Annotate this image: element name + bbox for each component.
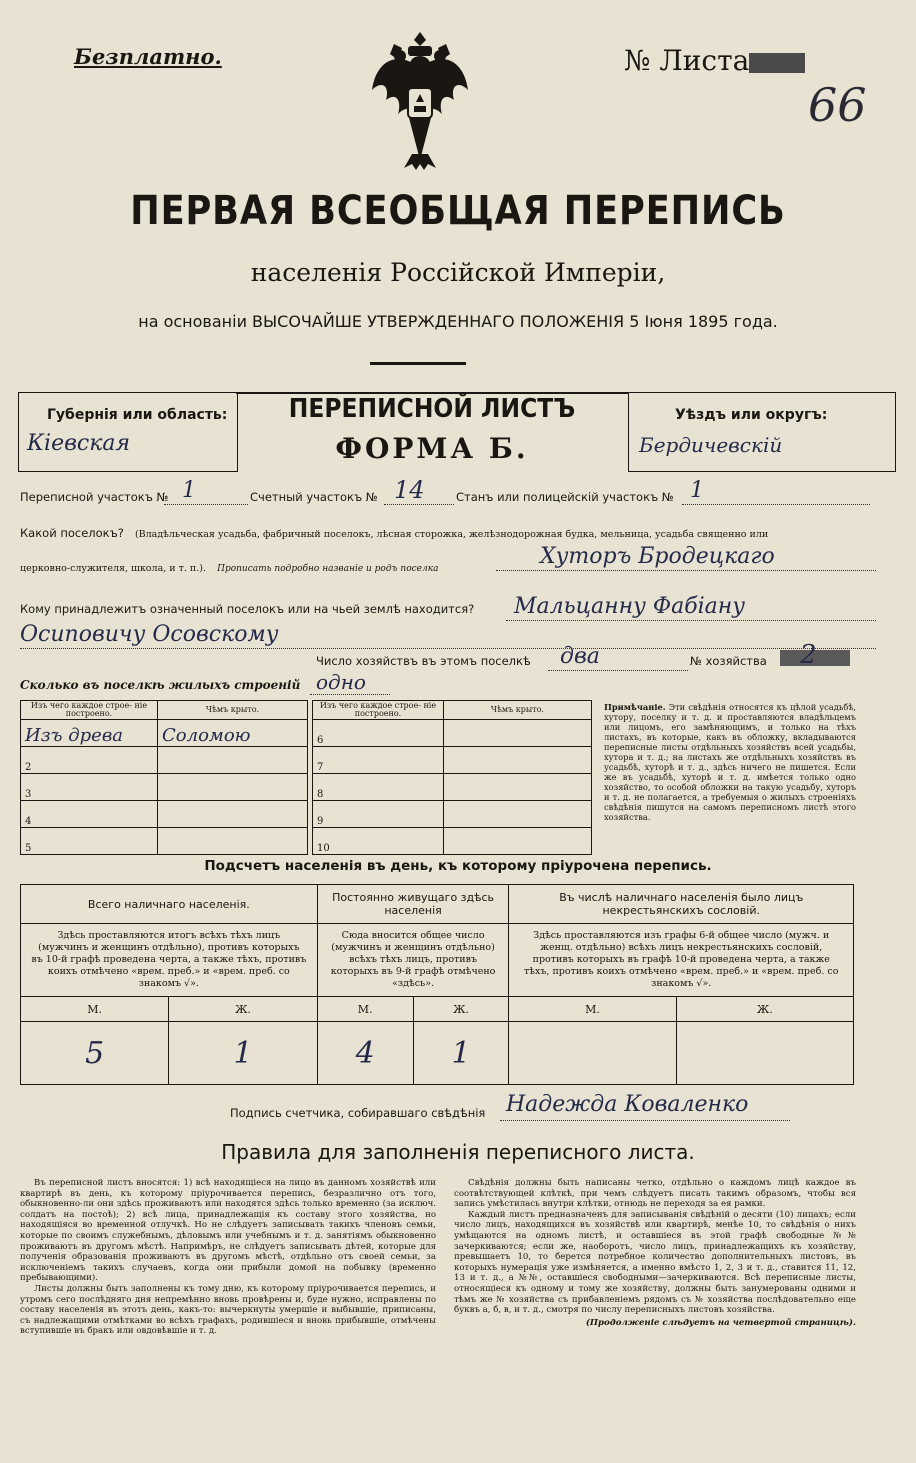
sheet-number-label: № Листа (624, 44, 805, 77)
district-value: Бердичевскій (639, 433, 783, 457)
counting-section-line (384, 504, 454, 505)
rules-left-column (20, 1178, 436, 1337)
construction-material-header: Изъ чего каждое строе- ніе построено. (21, 701, 158, 720)
signature-value: Надежда Коваленко (506, 1092, 749, 1117)
settlement-line (496, 570, 876, 571)
construction-roof-value: Соломою (162, 725, 251, 746)
population-title: Подсчетъ населенія въ день, къ которому пріурочена перепись. (204, 858, 712, 874)
households-line (548, 670, 688, 671)
census-title: ПЕРВАЯ ВСЕОБЩАЯ ПЕРЕПИСЬ (130, 188, 786, 234)
stan-line (682, 504, 870, 505)
total-female-value: 1 (169, 1022, 317, 1085)
stan-value: 1 (690, 478, 704, 503)
table-row: 9 (313, 801, 592, 828)
rules-right-paragraph-1: Свѣдѣнія должны быть написаны четко, отдѣльно о каждомъ лицѣ каждое въ соотвѣтствующей клѣткѣ, при чемъ слѣдуетъ писать такимъ образомъ, чтобы вся запись умѣстилась внутри клѣтки, отнюдь не переходя за ея рамки. (454, 1178, 856, 1210)
settlement-value: Хуторъ Бродецкаго (540, 544, 775, 569)
rules-left-paragraph-2: Листы должны быть заполнены къ тому дню, къ которому пріурочивается перепись, и утромъ сего послѣдняго дня непремѣнно вновь провѣрены и, буде нужно, исправлены по составу населенія въ этотъ день, какъ-то: вычеркнуты умершіе и выбывшіе, приписаны, съ надлежащими отмѣтками во всѣхъ графахъ, родившіеся и вновь прибывшіе, отмѣчены вступившіе въ бракъ или овдовѣвшіе и т. д. (20, 1283, 436, 1337)
construction-material-header-2: Изъ чего каждое строе- ніе построено. (313, 701, 444, 720)
owner-label: Кому принадлежитъ означенный поселокъ или на чьей землѣ находится? (20, 602, 475, 616)
table-row: 2 (21, 747, 308, 774)
counting-section-label: Счетный участокъ № (250, 490, 378, 504)
owner-value-2: Осиповичу Осовскому (20, 622, 279, 647)
household-number-label: № хозяйства (690, 654, 767, 668)
population-total-desc: Здѣсь проставляются итогъ всѣхъ тѣхъ лицъ (мужчинъ и женщинъ отдѣльно), противъ которыхъ въ 10-й графѣ проведена черта, а также тѣхъ, противъ коихъ отмѣчено «врем. преб.» и «врем. преб. со знакомъ √». (21, 924, 318, 997)
district-box (628, 392, 896, 472)
nonpeasant-male-value (509, 1022, 676, 1085)
population-table (20, 884, 854, 1085)
population-nonpeasant-header: Въ числѣ наличнаго населенія было лицъ некрестьянскихъ сословій. (509, 885, 854, 924)
table-row: 7 (313, 747, 592, 774)
province-box (18, 392, 238, 472)
province-label: Губернія или область: (47, 407, 228, 423)
rules-right-column (454, 1178, 856, 1328)
owner-line-2 (20, 648, 876, 649)
district-label: Уѣздъ или округъ: (675, 407, 828, 423)
rules-continuation: (Продолженіе слѣдуетъ на четвертой страницѣ). (585, 1317, 856, 1328)
permanent-male-header: М. (317, 997, 413, 1022)
nonpeasant-female-value (676, 1022, 853, 1085)
counting-section-value: 14 (394, 476, 425, 504)
rules-title: Правила для заполненія переписного листа. (221, 1140, 695, 1164)
household-number-value: 2 (800, 640, 817, 670)
title-divider (370, 362, 466, 365)
permanent-male-value: 4 (317, 1022, 413, 1085)
construction-roof-header: Чѣмъ крыто. (158, 701, 308, 720)
construction-table-left (20, 700, 308, 855)
census-section-row (20, 490, 169, 504)
province-value: Кіевская (27, 431, 131, 456)
owner-value-1: Мальцанну Фабіану (514, 594, 746, 619)
total-male-value: 5 (21, 1022, 169, 1085)
table-row: 6 (313, 720, 592, 747)
table-row: 3 (21, 774, 308, 801)
population-total-header: Всего наличнаго населенія. (21, 885, 318, 924)
buildings-value: одно (316, 670, 366, 694)
construction-table-right (312, 700, 592, 855)
construction-roof-header-2: Чѣмъ крыто. (444, 701, 592, 720)
census-section-label: Переписной участокъ № (20, 490, 169, 504)
total-male-header: М. (21, 997, 169, 1022)
population-permanent-desc: Сюда вносится общее число (мужчинъ и женщинъ отдѣльно) всѣхъ тѣхъ лицъ, противъ которыхъ въ 9-й графѣ отмѣчено «здѣсь». (317, 924, 509, 997)
note-text: Эти свѣдѣнія относятся къ цѣлой усадьбѣ, хутору, поселку и т. д. и проставляются владѣльцемъ или лицомъ, его замѣняющимъ, и только на тѣхъ листахъ, въ которые, какъ въ обложку, вкладываются переписные листы отдѣльныхъ хозяйствъ всей усадьбы, хутора и т. д.; на листахъ же отдѣльныхъ хозяйствъ въ усадьбѣ, хуторѣ и т. д., здѣсь ничего не пишется. Если же въ усадьбѣ, хуторѣ и т. д. имѣется только одно хозяйство, то особой обложки на такую усадьбу, хуторъ и т. д. не полагается, а требуемыя о жилыхъ строеніяхъ свѣдѣнія пишутся на самомъ переписномъ листѣ этого хозяйства. (604, 702, 857, 822)
owner-line-1 (506, 620, 876, 621)
settlement-instruction: Прописать подробно названіе и родъ поселка (217, 564, 439, 574)
signature-line (500, 1120, 790, 1121)
buildings-label: Сколько въ поселкѣ жилыхъ строеній (20, 678, 301, 692)
table-row: 4 (21, 801, 308, 828)
free-label: Безплатно. (74, 44, 222, 69)
population-permanent-header: Постоянно живущаго здѣсь населенія (317, 885, 509, 924)
table-row: 5 (21, 828, 308, 855)
header-top-rule (236, 392, 628, 394)
imperial-eagle-emblem (368, 30, 472, 172)
stan-label: Станъ или полицейскій участокъ № (456, 490, 674, 504)
total-female-header: Ж. (169, 997, 317, 1022)
settlement-row-2 (20, 556, 438, 575)
form-type-title: ФОРМА Б. (335, 432, 529, 465)
nonpeasant-male-header: М. (509, 997, 676, 1022)
permanent-female-header: Ж. (413, 997, 509, 1022)
nonpeasant-female-header: Ж. (676, 997, 853, 1022)
census-section-value: 1 (182, 478, 196, 503)
rules-left-paragraph-1: Въ переписной листъ вносятся: 1) всѣ находящіеся на лицо въ данномъ хозяйствѣ или квартирѣ въ день, къ которому пріурочивается перепись, безразлично отъ того, обыкновенно-ли они здѣсь проживаютъ или находятся здѣсь только временно (за исключ. солдатъ на постоѣ); 2) всѣ лица, принадлежащія къ составу этого хозяйства, но находящіяся во временной отлучкѣ. Но не слѣдуетъ записывать такихъ членовъ семьи, которые по своимъ служебнымъ, дѣловымъ или учебнымъ и т. д. занятіямъ обыкновенно проживаютъ въ другомъ мѣстѣ. Напримѣръ, не слѣдуетъ записывать дѣтей, которые для полученія образованія проживаютъ въ другомъ мѣстѣ, отдѣльно отъ своей семьи, за исключеніемъ такихъ случаевъ, когда они прибыли домой на побывку (временно пребывающими). (20, 1178, 436, 1284)
census-section-line (164, 504, 248, 505)
census-basis: на основаніи ВЫСОЧАЙШЕ УТВЕРЖДЕННАГО ПОЛОЖЕНІЯ 5 Іюня 1895 года. (138, 312, 778, 331)
census-subtitle: населенія Россійской Имперіи, (250, 258, 666, 287)
sheet-number-value: 66 (808, 78, 867, 132)
construction-material-value: Изъ древа (25, 725, 124, 746)
permanent-female-value: 1 (413, 1022, 509, 1085)
note-title: Примѣчаніе. (604, 702, 666, 712)
table-row: 10 (313, 828, 592, 855)
settlement-hint: (Владѣльческая усадьба, фабричный поселокъ, лѣсная сторожка, желѣзнодорожная будка, мельница, усадьба священно или (134, 529, 769, 540)
settlement-row (20, 522, 768, 541)
construction-note (604, 702, 856, 822)
households-value: два (560, 644, 600, 669)
table-row: 8 (313, 774, 592, 801)
buildings-line (310, 694, 390, 695)
rules-right-paragraph-2: Каждый листъ предназначенъ для записыванія свѣдѣній о десяти (10) лицахъ; если число лицъ, находящихся въ хозяйствѣ или квартирѣ, менѣе 10, то свѣдѣнія о нихъ умѣщаются на одномъ листѣ, и оставшіеся въ этой графѣ свободные №№ зачеркиваются; если же, наоборотъ, число лицъ, принадлежащихъ къ хозяйству, превышаетъ 10, то берется потребное количество дополнительныхъ листовъ, въ которыхъ нумерація уже измѣняется, а именно вмѣсто 1, 2, 3 и т. д., ставится 11, 12, 13 и т. д., а №№, оставшіеся свободными—зачеркиваются. Всѣ переписные листы, относящіеся къ одному и тому же хозяйству, должны быть занумерованы одними и тѣмъ же № хозяйства съ прибавленіемъ рядомъ съ № хозяйства послѣдовательно еще буквъ а, б, в, и т. д., смотря по числу переписныхъ листовъ хозяйства. (454, 1209, 856, 1316)
households-label: Число хозяйствъ въ этомъ поселкѣ (316, 654, 531, 668)
table-row (21, 720, 308, 747)
settlement-label: Какой поселокъ? (20, 526, 124, 540)
settlement-hint-2: церковно-служителя, школа, и т. п.). (20, 563, 206, 574)
population-nonpeasant-desc: Здѣсь проставляются изъ графы 6-й общее число (мужч. и женщ. отдѣльно) всѣхъ лицъ некрестьянскихъ сословій, противъ которыхъ въ графѣ 10-й проведена черта, а также тѣхъ, противъ коихъ отмѣчено «врем. преб.» и «врем. преб. со знакомъ √». (509, 924, 854, 997)
signature-label: Подпись счетчика, собиравшаго свѣдѣнія (230, 1106, 486, 1120)
sheet-title: ПЕРЕПИСНОЙ ЛИСТЪ (288, 394, 576, 424)
